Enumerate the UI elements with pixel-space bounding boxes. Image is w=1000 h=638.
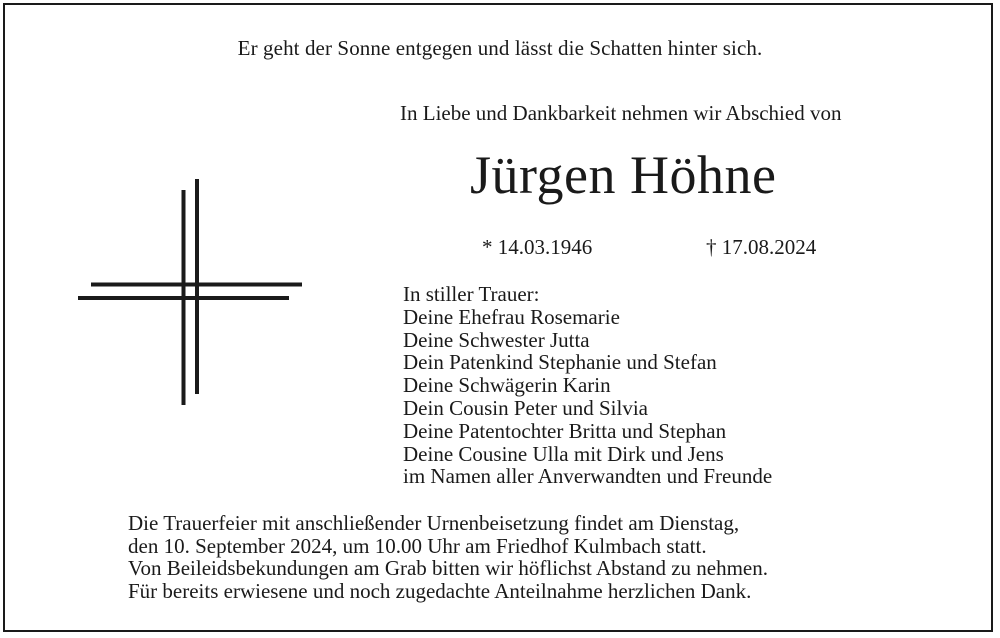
- mourners-list: [403, 283, 772, 488]
- mourner-line: Deine Schwester Jutta: [403, 327, 590, 352]
- mourner-line: Dein Cousin Peter und Silvia: [403, 395, 648, 420]
- mourner-line: Deine Schwägerin Karin: [403, 373, 611, 398]
- farewell-intro: In Liebe und Dankbarkeit nehmen wir Abschied von: [400, 101, 842, 125]
- notice-line: Von Beileidsbekundungen am Grab bitten wir höflichst Abstand zu nehmen.: [128, 556, 768, 580]
- mourners-heading: In stiller Trauer:: [403, 282, 540, 306]
- mourner-line: Deine Ehefrau Rosemarie: [403, 304, 620, 329]
- mourner-line: Dein Patenkind Stephanie und Stefan: [403, 350, 717, 375]
- notice-line: den 10. September 2024, um 10.00 Uhr am Friedhof Kulmbach statt.: [128, 533, 707, 558]
- notice-line: Die Trauerfeier mit anschließender Urnenbeisetzung findet am Dienstag,: [128, 511, 740, 535]
- mourner-line: Deine Cousine Ulla mit Dirk und Jens: [403, 441, 724, 466]
- deceased-name: Jürgen Höhne: [470, 145, 777, 205]
- motto-quote: Er geht der Sonne entgegen und lässt die Schatten hinter sich.: [237, 36, 763, 60]
- mourner-line: Deine Patentochter Britta und Stephan: [403, 418, 727, 443]
- death-date: † 17.08.2024: [706, 235, 817, 259]
- birth-date: * 14.03.1946: [482, 235, 593, 259]
- funeral-notice: [128, 512, 768, 602]
- mourner-line: im Namen aller Anverwandten und Freunde: [403, 464, 773, 489]
- double-line-cross-icon: [70, 170, 310, 415]
- notice-line: Für bereits erwiesene und noch zugedachte Anteilnahme herzlichen Dank.: [128, 578, 752, 603]
